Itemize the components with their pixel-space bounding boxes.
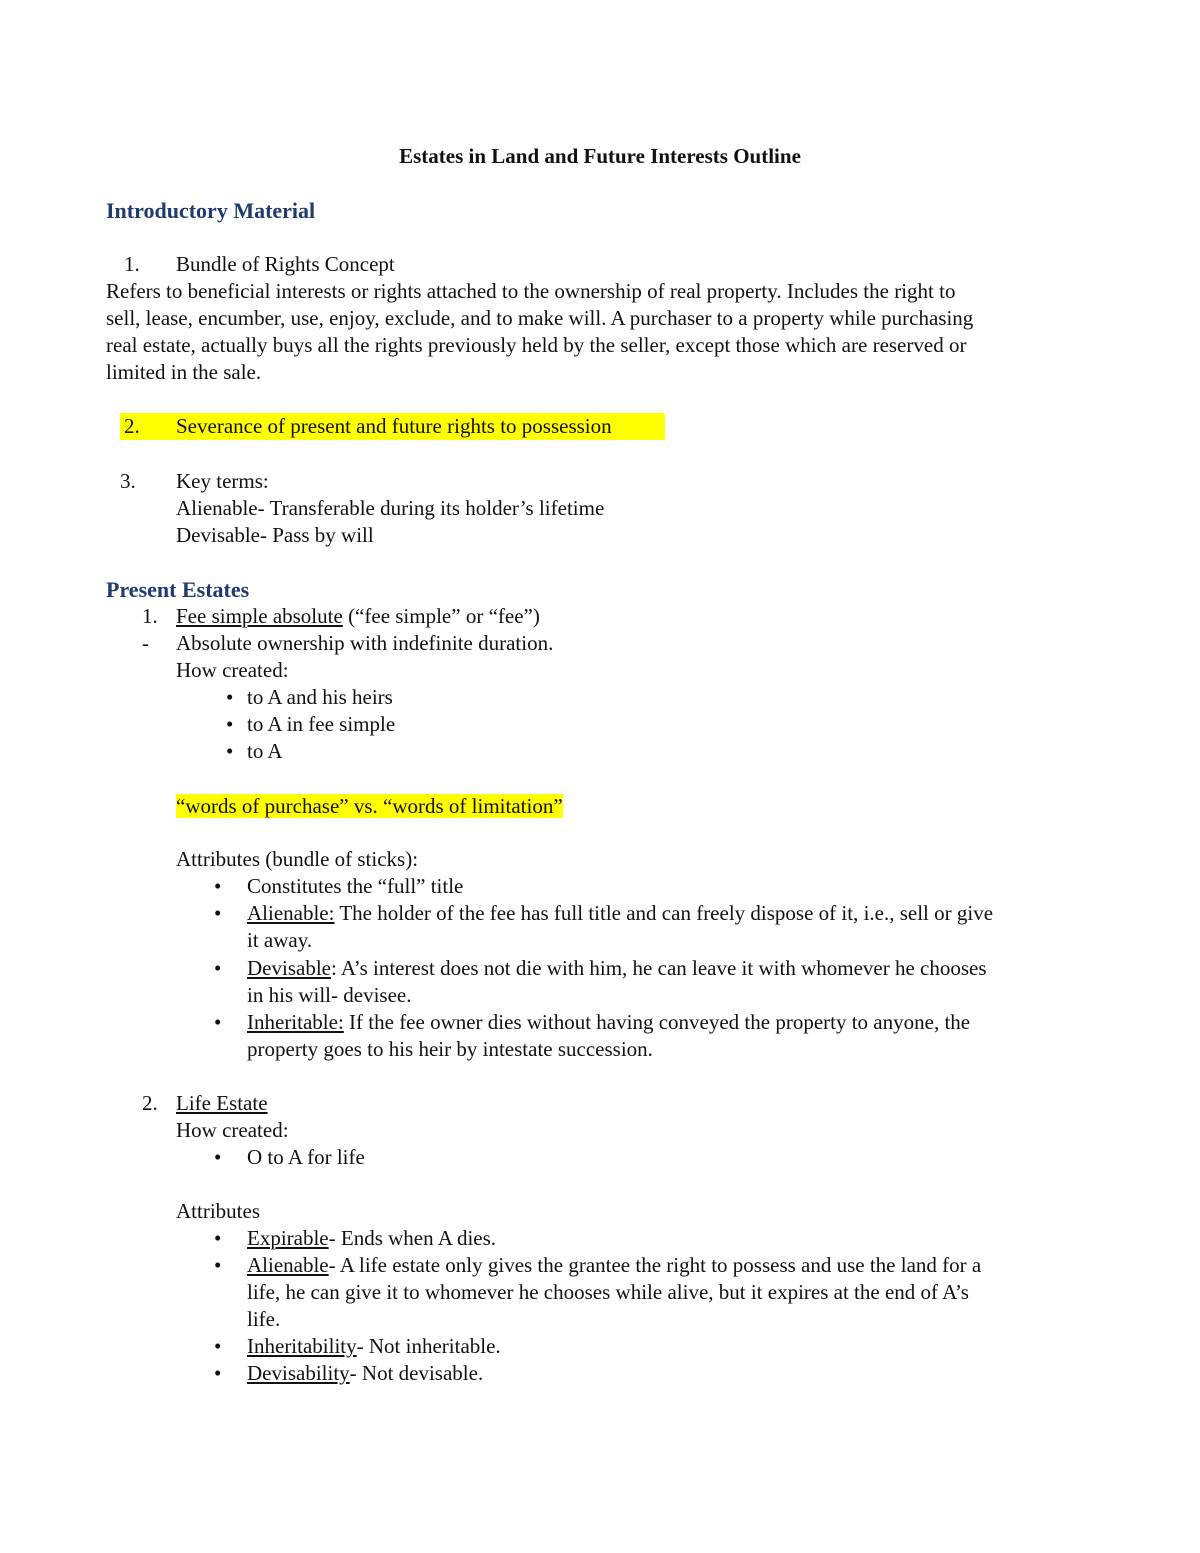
bullet: • <box>214 956 222 980</box>
attributes-label: Attributes <box>176 1199 260 1223</box>
item-life-estate: Life Estate <box>176 1091 268 1115</box>
fee-simple-alias: (“fee simple” or “fee”) <box>342 604 540 628</box>
list-number: 2. <box>142 1091 158 1115</box>
creation-way: to A and his heirs <box>247 685 393 709</box>
attribute-continuation: it away. <box>247 928 313 952</box>
bullet: • <box>226 739 234 763</box>
item-fee-simple <box>176 603 540 630</box>
attribute-term: Alienable: <box>247 901 335 925</box>
bullet: • <box>214 1226 222 1250</box>
creation-way: to A in fee simple <box>247 712 396 736</box>
bullet: • <box>226 712 234 736</box>
words-of-purchase-note <box>176 793 563 820</box>
bullet: • <box>214 1145 222 1169</box>
bullet: • <box>214 1253 222 1277</box>
attribute-text: : A’s interest does not die with him, he can leave it with whomever he chooses <box>330 956 987 980</box>
attribute-full-title: Constitutes the “full” title <box>247 874 464 898</box>
how-created-label: How created: <box>176 1118 289 1142</box>
paragraph-line: real estate, actually buys all the rights previously held by the seller, except those which are reserved or <box>106 333 967 357</box>
list-number: 1. <box>124 252 140 276</box>
attribute-devisable <box>247 955 987 982</box>
attribute-text: - A life estate only gives the grantee the right to possess and use the land for a <box>328 1253 982 1277</box>
bullet: • <box>226 685 234 709</box>
attribute-inheritability <box>247 1333 501 1360</box>
section-heading-present: Present Estates <box>106 577 250 602</box>
paragraph-line: limited in the sale. <box>106 360 262 384</box>
highlighted-text: “words of purchase” vs. “words of limitation” <box>176 794 563 818</box>
attribute-text: The holder of the fee has full title and can freely dispose of it, i.e., sell or give <box>334 901 994 925</box>
attribute-inheritable <box>247 1009 970 1036</box>
creation-way: O to A for life <box>247 1145 365 1169</box>
attribute-continuation: in his will- devisee. <box>247 983 412 1007</box>
attribute-alienable <box>247 1252 981 1279</box>
attribute-term: Inheritable: <box>247 1010 344 1034</box>
dash-marker: - <box>142 631 149 655</box>
list-number: 3. <box>120 469 136 493</box>
term-devisable: Devisable- Pass by will <box>176 523 374 547</box>
bullet: • <box>214 1361 222 1385</box>
list-number: 1. <box>142 604 158 628</box>
item-bundle-of-rights: Bundle of Rights Concept <box>176 252 395 276</box>
section-heading-intro: Introductory Material <box>106 198 316 223</box>
item-severance: Severance of present and future rights to possession <box>176 414 612 438</box>
term-alienable: Alienable- Transferable during its holder’s lifetime <box>176 496 605 520</box>
attribute-continuation: property goes to his heir by intestate succession. <box>247 1037 653 1061</box>
how-created-label: How created: <box>176 658 289 682</box>
attribute-continuation: life, he can give it to whomever he chooses while alive, but it expires at the end of A’s <box>247 1280 969 1304</box>
bullet: • <box>214 1334 222 1358</box>
attribute-continuation: life. <box>247 1307 281 1331</box>
attribute-expirable <box>247 1225 496 1252</box>
attribute-text: If the fee owner dies without having conveyed the property to anyone, the <box>343 1010 971 1034</box>
attributes-label: Attributes (bundle of sticks): <box>176 847 419 871</box>
list-number: 2. <box>124 414 140 438</box>
fee-simple-description: Absolute ownership with indefinite duration. <box>176 631 554 655</box>
document-title: Estates in Land and Future Interests Outline <box>399 144 801 168</box>
attribute-text: - Not devisable. <box>349 1361 484 1385</box>
creation-way: to A <box>247 739 283 763</box>
attribute-term: Alienable <box>247 1253 329 1277</box>
attribute-text: - Not inheritable. <box>356 1334 501 1358</box>
paragraph-line: Refers to beneficial interests or rights attached to the ownership of real property. Includes the right to <box>106 279 956 303</box>
attribute-term: Devisability <box>247 1361 350 1385</box>
attribute-alienable <box>247 900 993 927</box>
bullet: • <box>214 1010 222 1034</box>
attribute-term: Inheritability <box>247 1334 357 1358</box>
bullet: • <box>214 901 222 925</box>
paragraph-line: sell, lease, encumber, use, enjoy, exclude, and to make will. A purchaser to a property while purchasing <box>106 306 974 330</box>
item-key-terms: Key terms: <box>176 469 269 493</box>
bullet: • <box>214 874 222 898</box>
attribute-term: Expirable <box>247 1226 329 1250</box>
fee-simple-term: Fee simple absolute <box>176 604 343 628</box>
attribute-devisability <box>247 1360 483 1387</box>
attribute-term: Devisable <box>247 956 331 980</box>
attribute-text: - Ends when A dies. <box>328 1226 497 1250</box>
